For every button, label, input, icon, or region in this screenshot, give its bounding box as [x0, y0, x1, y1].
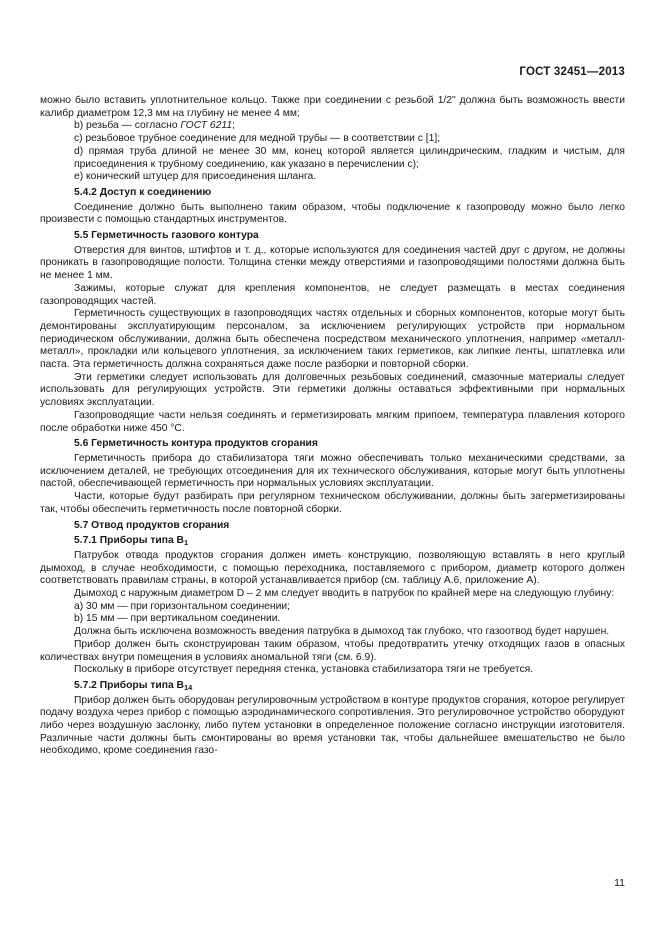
list-item: c) резьбовое трубное соединение для медной трубы — в соответствии с [1]; — [74, 133, 441, 145]
paragraph: Зажимы, которые служат для крепления компонентов, не следует размещать в местах соединения газопроводящих частей. — [40, 282, 625, 307]
list-item: e) конический штуцер для присоединения шланга. — [74, 171, 317, 183]
list-item — [40, 120, 625, 133]
paragraph: можно было вставить уплотнительное кольцо. Также при соединении с резьбой 1/2" должна быть возможность ввести калибр диаметром 12,3 мм на глубину не менее 4 мм; — [40, 95, 625, 119]
page-number: 11 — [614, 877, 625, 889]
list-item: d) прямая труба длиной не менее 30 мм, конец которой является цилиндрическим, гладким и чистым, для присоединения к трубному соединению, как указано в перечислении c); — [74, 145, 625, 170]
text-run: 5.7.2 Приборы типа B — [74, 679, 184, 691]
paragraph: Отверстия для винтов, штифтов и т. д., которые используются для соединения частей друг с другом, не должны проникать в газопроводящие полости. Толщина стенки между отверстиями и газопроводящими полостями должна быть не менее 1 мм. — [40, 244, 625, 282]
list-item: a) 30 мм — при горизонтальном соединении; — [74, 600, 290, 612]
paragraph: Части, которые будут разбирать при регулярном техническом обслуживании, должны быть загерметизированы так, чтобы обеспечить герметичность после повторной сборки. — [40, 491, 625, 515]
section-heading: 5.4.2 Доступ к соединению — [74, 186, 212, 198]
italic-reference: ГОСТ 6211 — [180, 120, 233, 132]
paragraph: Прибор должен быть оборудован регулировочным устройством в контуре продуктов сгорания, которое регулирует подачу воздуха через прибор с помощью аэродинамического сопротивления. Это регулировочное устройство оборудуют либо через воздушную заслонку, либо путем установки в определенное положение согласно инструкции изготовителя. Различные части должны быть смонтированы во время установки так, чтобы дальнейшее вмешательство не было необходимо, кроме соединения газо- — [40, 694, 625, 757]
section-heading: 5.7 Отвод продуктов сгорания — [74, 519, 230, 531]
list-item: b) 15 мм — при вертикальном соединении. — [74, 613, 281, 625]
paragraph: Должна быть исключена возможность введения патрубка в дымоход так глубоко, что газоотвод будет нарушен. — [74, 626, 610, 638]
paragraph: Эти герметики следует использовать для долговечных резьбовых соединений, смазочные материалы следует использовать для регулирующих устройств. Эти герметики должны оставаться эффективными при нормальных условиях эксплуатации. — [40, 371, 625, 409]
paragraph: Герметичность прибора до стабилизатора тяги можно обеспечивать только механическими средствами, за исключением деталей, не требующих отсоединения для их технического обслуживания, которые могут быть уплотнены пастой, обеспечивающей герметичность при нормальных условиях эксплуатации. — [40, 452, 625, 490]
section-heading — [40, 680, 625, 693]
section-heading: 5.6 Герметичность контура продуктов сгорания — [74, 438, 318, 450]
text-run: b) резьба — согласно — [74, 120, 181, 132]
subscript: 14 — [184, 682, 193, 692]
paragraph: Герметичность существующих в газопроводящих частях отдельных и сборных компонентов, которые могут быть демонтированы эксплуатирующим персоналом, за исключением регулирующих устройств при нормальном периодическом обслуживании, должна быть обеспечена посредством механического уплотнения, например «металл-металл», прокладки или кольцевого уплотнения, за исключением таких герметиков, как липкие ленты, шпатлевка или паста. Эта герметичность должна сохраняться даже после разборки и повторной сборки. — [40, 308, 625, 371]
text-run: ; — [232, 120, 235, 132]
section-heading: 5.5 Герметичность газового контура — [74, 230, 259, 242]
paragraph: Прибор должен быть сконструирован таким образом, чтобы предотвратить утечку отходящих газов в опасных количествах внутри помещения в условиях аномальной тяги (см. 6.9). — [40, 638, 625, 663]
subscript: 1 — [184, 538, 189, 548]
section-heading — [40, 535, 625, 548]
paragraph: Газопроводящие части нельзя соединять и герметизировать мягким припоем, температура плавления которого после обработки ниже 450 °С. — [40, 409, 625, 434]
paragraph: Поскольку в приборе отсутствует передняя стенка, установка стабилизатора тяги не требуется. — [74, 664, 534, 676]
paragraph: Дымоход с наружным диаметром D – 2 мм следует вводить в патрубок по крайней мере на следующую глубину: — [74, 588, 615, 600]
document-header: ГОСТ 32451—2013 — [519, 66, 625, 78]
text-run: 5.7.1 Приборы типа B — [74, 535, 184, 547]
document-body — [40, 95, 625, 758]
paragraph: Патрубок отвода продуктов сгорания должен иметь конструкцию, позволяющую вставлять в него круглый дымоход, в случае необходимости, с помощью переходника, поставляемого с прибором, диаметр которого должен соответствовать правилам страны, в которой устанавливается прибор (см. таблицу А.6, приложение А). — [40, 549, 625, 587]
paragraph: Соединение должно быть выполнено таким образом, чтобы подключение к газопроводу можно было легко произвести с помощью стандартных инструментов. — [40, 201, 625, 226]
